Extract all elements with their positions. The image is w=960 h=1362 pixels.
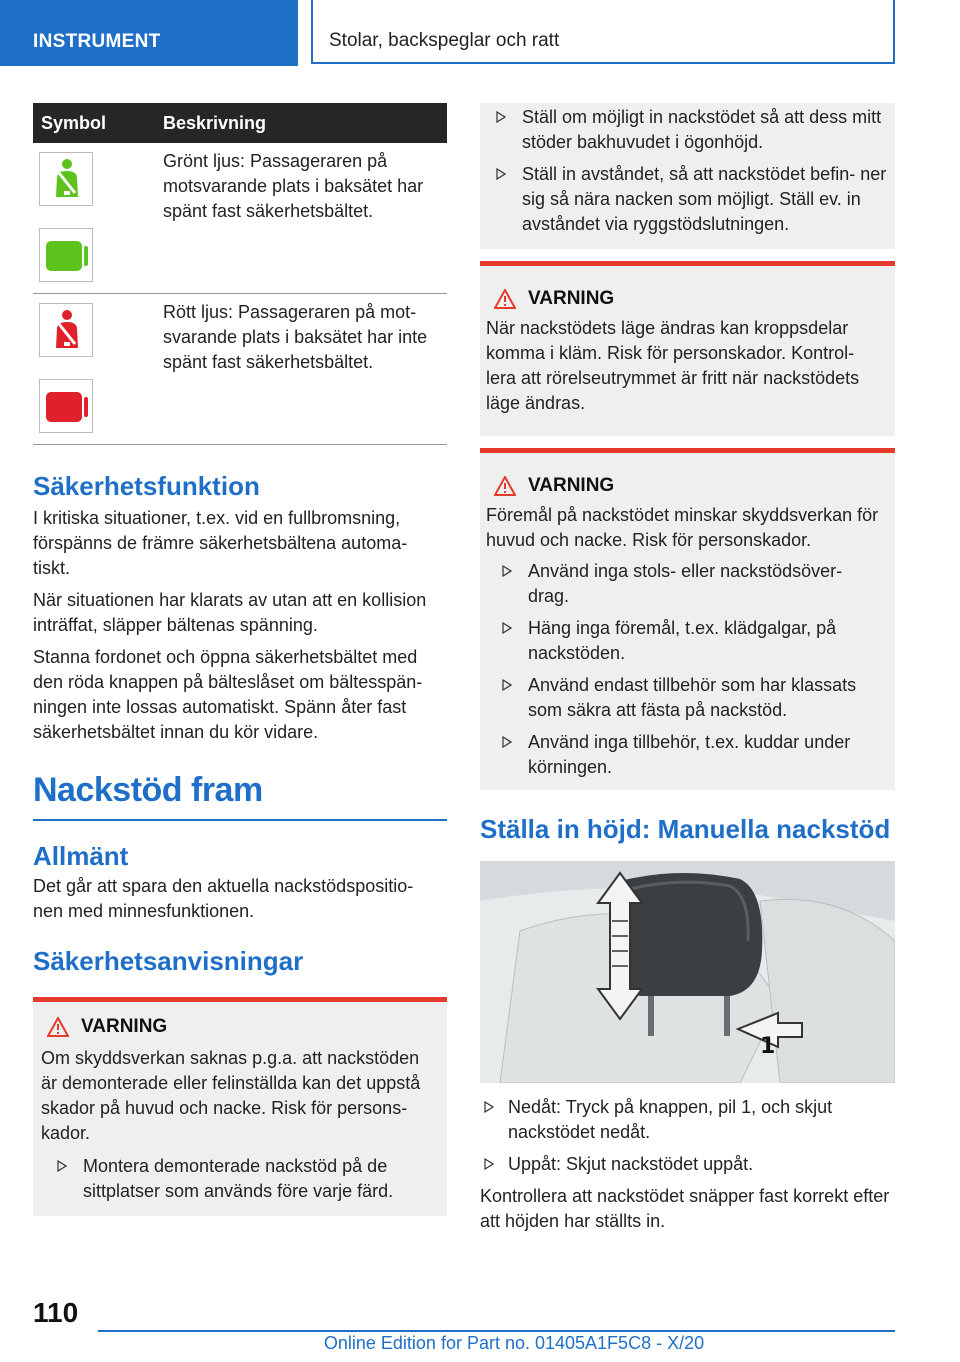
section-heading-safety: Säkerhetsfunktion: [33, 471, 260, 501]
section-heading-safety-notes: Säkerhetsanvisningar: [33, 946, 304, 976]
table-row: [33, 294, 447, 445]
warning-title: [486, 288, 887, 310]
bullet-triangle-icon: [57, 1160, 67, 1172]
warning-title: [486, 475, 887, 497]
warning-list: [41, 1154, 439, 1204]
list-item: Använd endast tillbehör som har klassats som säkra att fästa på nackstöd.: [486, 673, 887, 723]
heading-rule: [33, 819, 447, 821]
left-column: [33, 103, 447, 1216]
seatbelt-red-icon: [39, 303, 93, 357]
bullet-triangle-icon: [496, 168, 506, 180]
warning-list: [486, 559, 887, 780]
footer-rule: [98, 1330, 895, 1332]
warning-box: [480, 261, 895, 436]
paragraph: Kontrollera att nackstödet snäpper fast korrekt efter att höjden har ställts in.: [480, 1186, 890, 1231]
list-item: Använd inga stols- eller nackstödsöver- drag.: [486, 559, 887, 609]
bullet-triangle-icon: [484, 1101, 494, 1113]
paragraph: Det går att spara den aktuella nackstödspositio- nen med minnesfunktionen.: [33, 876, 414, 921]
warning-triangle-icon: [47, 1017, 69, 1037]
page-title: Nackstöd fram: [33, 771, 263, 809]
bullet-triangle-icon: [484, 1158, 494, 1170]
bullet-triangle-icon: [502, 679, 512, 691]
warning-text: Om skyddsverkan saknas p.g.a. att nackstöden är demonterade eller felinställda kan det uppstå skador på huvud och nacke. Risk för persons- kador.: [41, 1048, 421, 1143]
section-tab[interactable]: INSTRUMENT: [0, 0, 298, 66]
bullet-triangle-icon: [502, 736, 512, 748]
paragraph: När situationen har klarats av utan att en kollision inträffat, släpper bältenas spänning.: [33, 590, 427, 635]
description-cell: Rött ljus: Passageraren på mot- svarande plats i baksätet har inte spänt fast säkerhetsbältet.: [155, 294, 447, 445]
paragraph: Stanna fordonet och öppna säkerhetsbältet med den röda knappen på bälteslåset om bältesspän- ningen inte lossas automatiskt. Spänn åter fast säkerhetsbältet innan du kör vidare.: [33, 647, 423, 742]
warning-triangle-icon: [494, 476, 516, 496]
warning-text: När nackstödets läge ändras kan kroppsdelar komma i kläm. Risk för personskador. Kontrol- lera att rörelseutrymmet är fritt när nackstödets läge ändras.: [486, 318, 860, 413]
list-item: Uppåt: Skjut nackstödet uppåt.: [480, 1152, 895, 1177]
warning-label: VARNING: [528, 288, 615, 309]
symbol-cell: [33, 294, 155, 445]
symbol-cell: [33, 143, 155, 294]
bullet-triangle-icon: [496, 111, 506, 123]
seatbelt-green-icon: [39, 152, 93, 206]
warning-box: [33, 997, 447, 1216]
table-row: [33, 143, 447, 294]
list-item: Använd inga tillbehör, t.ex. kuddar under körningen.: [486, 730, 887, 780]
height-list: [480, 1095, 895, 1177]
headrest-illustration: [480, 861, 895, 1083]
list-item: Ställ in avståndet, så att nackstödet befin- ner sig så nära nacken som möjligt. Ställ ev. in avståndet via ryggstödslutningen.: [480, 162, 895, 237]
section-heading-general: Allmänt: [33, 841, 129, 871]
page-header: [0, 0, 960, 66]
bullet-triangle-icon: [502, 565, 512, 577]
warning-box: [480, 448, 895, 790]
bullet-triangle-icon: [502, 622, 512, 634]
edition-link[interactable]: Online Edition for Part no. 01405A1F5C8 - X/20: [323, 1333, 705, 1353]
list-item: Nedåt: Tryck på knappen, pil 1, och skjut nackstödet nedåt.: [480, 1095, 895, 1145]
seat-indicator-green-icon: [39, 228, 93, 282]
arrow-label: 1: [760, 1034, 776, 1059]
warning-label: VARNING: [528, 475, 615, 496]
page-number: 110: [33, 1297, 79, 1328]
right-column: [480, 103, 895, 1234]
chapter-title: Stolar, backspeglar och ratt: [311, 0, 895, 64]
warning-title: [41, 1016, 439, 1038]
warning-label: VARNING: [81, 1016, 168, 1037]
warning-triangle-icon: [494, 289, 516, 309]
paragraph: I kritiska situationer, t.ex. vid en fullbromsning, förspänns de främre säkerhetsbältena automa- tiskt.: [33, 508, 408, 578]
table-header-symbol: Symbol: [33, 103, 155, 143]
symbol-table: [33, 103, 447, 445]
table-header-description: Beskrivning: [155, 103, 447, 143]
list-item: Ställ om möjligt in nackstödet så att dess mitt stöder bakhuvudet i ögonhöjd.: [480, 105, 895, 155]
instruction-list: [480, 105, 895, 237]
seat-indicator-red-icon: [39, 379, 93, 433]
description-cell: Grönt ljus: Passageraren på motsvarande plats i baksätet har spänt fast säkerhetsbältet.: [155, 143, 447, 294]
section-heading-height: Ställa in höjd: Manuella nackstöd: [480, 814, 891, 844]
warning-text: Föremål på nackstödet minskar skyddsverkan för huvud och nacke. Risk för personskador.: [486, 505, 879, 550]
instruction-box: [480, 103, 895, 249]
list-item: Montera demonterade nackstöd på de sittplatser som används före varje färd.: [41, 1154, 439, 1204]
list-item: Häng inga föremål, t.ex. klädgalgar, på nackstöden.: [486, 616, 887, 666]
